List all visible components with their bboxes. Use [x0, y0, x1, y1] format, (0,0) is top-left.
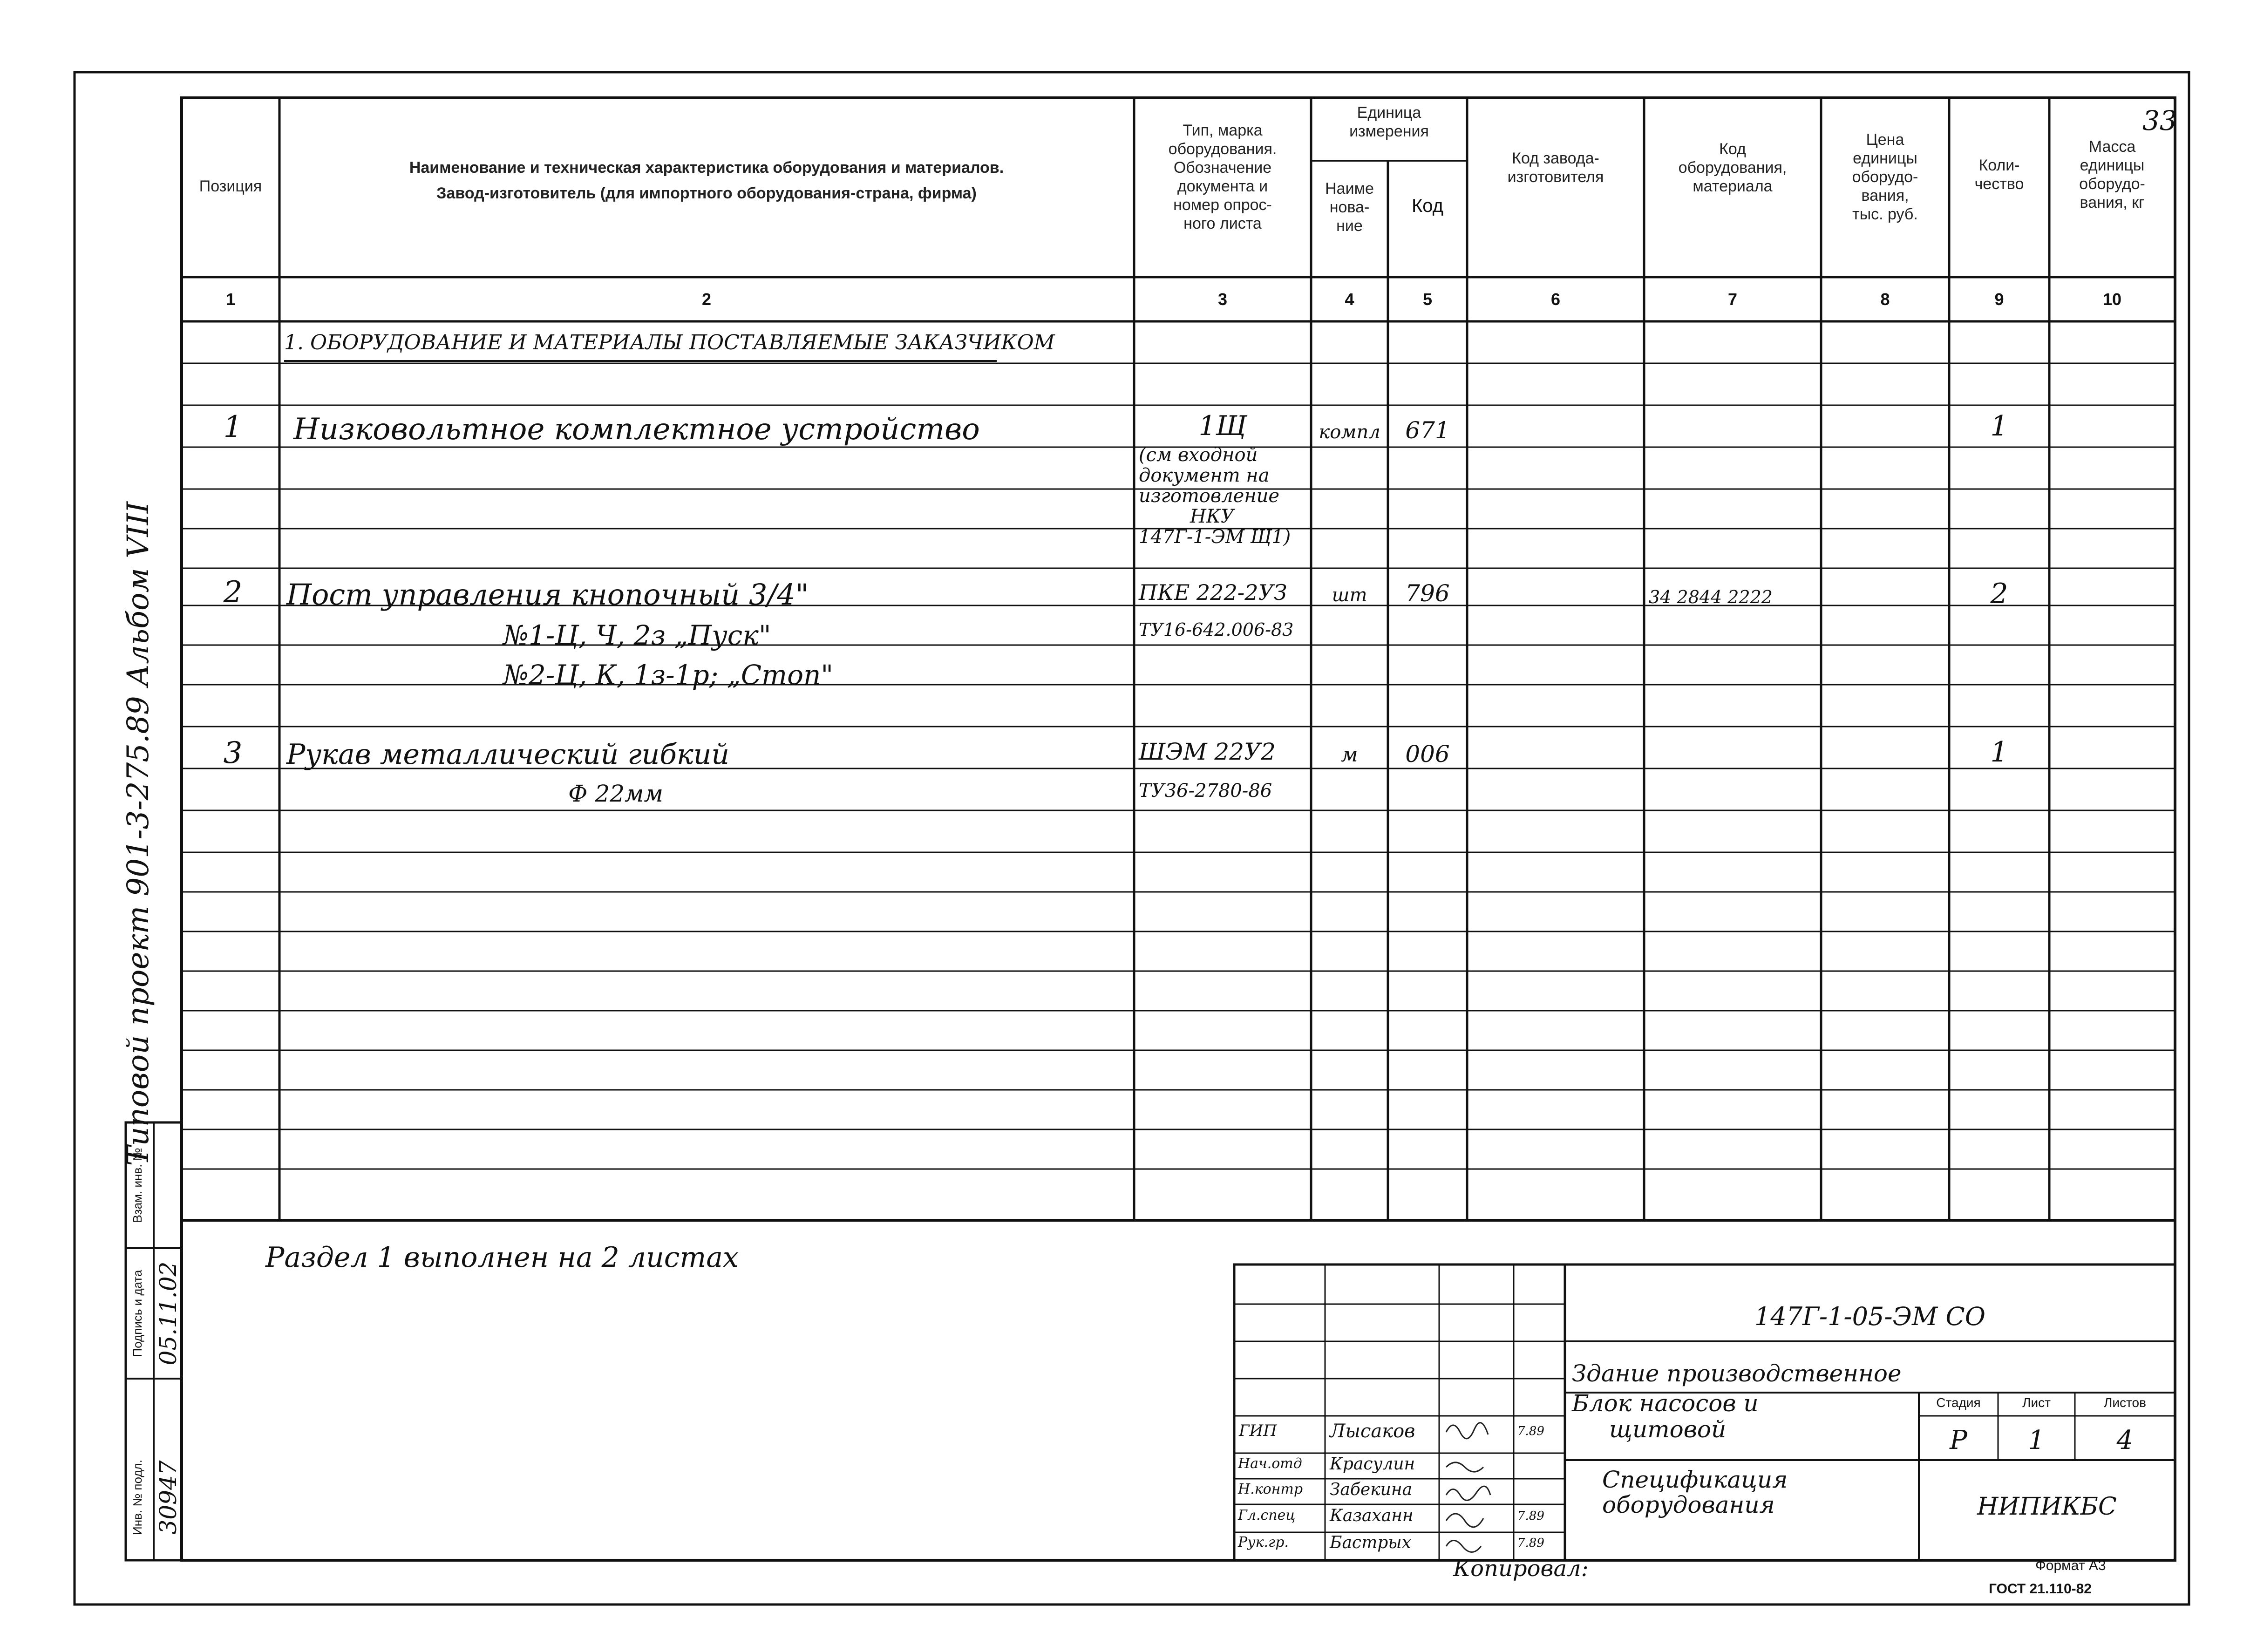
page-number: 33	[2142, 105, 2177, 136]
row2-unit: шт	[1332, 585, 1367, 606]
header-unit-mass: Масса единицы оборудо- вания, кг	[2079, 138, 2145, 211]
signer-date: 7.89	[1517, 1424, 1544, 1438]
row2-equipment-code: 34 2844 2222	[1649, 587, 1773, 607]
column-number: 4	[1345, 290, 1354, 309]
header-type: Тип, марка оборудования. Обозначение документа и номер опрос- ного листа	[1168, 122, 1277, 232]
header-name-line2: Завод-изготовитель (для импортного оборудования-страна, фирма)	[436, 184, 977, 202]
stage-label: Стадия	[1936, 1395, 1981, 1410]
signer-name: Лысаков	[1330, 1421, 1415, 1442]
row3-quantity: 1	[1990, 736, 2008, 768]
signer-name: Забекина	[1330, 1480, 1413, 1499]
column-number: 3	[1217, 290, 1228, 309]
organization: НИПИКБС	[1977, 1493, 2117, 1521]
block-name: Блок насосов и щитовой	[1572, 1390, 1759, 1443]
row2-contact1: №1-Ц, Ч, 2з „Пуск"	[503, 619, 771, 651]
row3-name: Рукав металлический гибкий	[286, 738, 730, 771]
row3-code: 006	[1405, 741, 1450, 768]
signer-role: Н.контр	[1238, 1481, 1303, 1497]
row1-code: 671	[1405, 417, 1450, 444]
sheets-label: Листов	[2104, 1395, 2146, 1410]
doc-code: 147Г-1-05-ЭМ СО	[1754, 1302, 1985, 1331]
sheets-value: 4	[2116, 1425, 2134, 1455]
column-number: 8	[1880, 290, 1890, 309]
stamp-replacement-label: Взам. инв. №	[130, 1148, 144, 1223]
signer-date: 7.89	[1517, 1509, 1544, 1523]
row3-position: 3	[223, 736, 243, 770]
column-number: 5	[1422, 290, 1433, 309]
stamp-signature-label: Подпись и дата	[130, 1270, 144, 1357]
signer-role: Гл.спец	[1238, 1507, 1296, 1523]
building-name: Здание производственное	[1572, 1360, 1902, 1387]
sheet-title: Спецификация оборудования	[1602, 1466, 1788, 1518]
row1-type: 1Щ	[1198, 410, 1247, 442]
column-number: 1	[225, 290, 236, 309]
row2-quantity: 2	[1990, 578, 2008, 610]
header-plant-code: Код завода- изготовителя	[1507, 150, 1604, 186]
header-unit-name: Наиме нова- ние	[1325, 180, 1374, 235]
header-position: Позиция	[199, 177, 262, 195]
row1-type-notes: (см входной документ на изготовление НКУ 147Г-1-ЭМ Щ1)	[1139, 444, 1291, 548]
project-designation: Типовой проект 901-3-275.89 Альбом VIII	[121, 501, 156, 1166]
sheet-label: Лист	[2022, 1395, 2051, 1410]
row2-type: ПКЕ 222-2УЗ	[1139, 580, 1287, 605]
gost-label: ГОСТ 21.110-82	[1989, 1581, 2092, 1597]
signer-role: Рук.гр.	[1238, 1534, 1289, 1550]
signer-date: 7.89	[1517, 1536, 1544, 1550]
signer-name: Бастрых	[1330, 1533, 1411, 1552]
row3-type-spec: ТУ36-2780-86	[1139, 780, 1272, 802]
row1-name: Низковольтное комплектное устройство	[293, 412, 980, 447]
format-label: Формат А3	[2035, 1558, 2106, 1573]
column-number: 6	[1550, 290, 1561, 309]
row1-quantity: 1	[1990, 410, 2008, 442]
column-number: 7	[1727, 290, 1738, 309]
signer-name: Казаханн	[1330, 1506, 1414, 1525]
copied-by-label: Копировал:	[1453, 1556, 1589, 1582]
header-unit-price: Цена единицы оборудо- вания, тыс. руб.	[1852, 131, 1918, 223]
row2-position: 2	[223, 575, 243, 610]
section-title: 1. ОБОРУДОВАНИЕ И МАТЕРИАЛЫ ПОСТАВЛЯЕМЫЕ ЗАКАЗЧИКОМ	[284, 331, 1055, 354]
row1-position: 1	[223, 410, 243, 444]
header-name-line1: Наименование и техническая характеристика оборудования и материалов.	[409, 159, 1004, 177]
row2-code: 796	[1405, 580, 1450, 607]
row2-type-spec: ТУ16-642.006-83	[1139, 619, 1294, 640]
row3-type: ШЭМ 22У2	[1139, 738, 1276, 765]
sheet-value: 1	[2028, 1425, 2045, 1455]
column-number: 9	[1994, 290, 2004, 309]
column-number: 2	[701, 290, 712, 309]
signer-name: Красулин	[1330, 1455, 1415, 1474]
stage-value: Р	[1950, 1425, 1967, 1455]
stamp-inventory-label: Инв. № подл.	[130, 1460, 144, 1535]
row1-unit: компл	[1319, 421, 1380, 443]
row2-contact2: №2-Ц, К, 1з-1р; „Стоп"	[503, 659, 834, 691]
header-equipment-code: Код оборудования, материала	[1678, 140, 1787, 195]
section-note: Раздел 1 выполнен на 2 листах	[265, 1241, 739, 1274]
header-unit-group: Единица измерения	[1349, 104, 1429, 140]
signer-role: Нач.отд	[1238, 1455, 1302, 1472]
stamp-inventory-number: 30947	[155, 1460, 182, 1535]
stamp-date: 05.11.02	[155, 1261, 182, 1366]
row2-name: Пост управления кнопочный 3/4"	[286, 578, 809, 612]
header-quantity: Коли- чество	[1974, 156, 2024, 193]
row3-diameter: Ф 22мм	[568, 780, 663, 807]
header-unit-code: Код	[1411, 196, 1443, 216]
column-number: 10	[2102, 290, 2122, 309]
signer-role: ГИП	[1239, 1421, 1277, 1440]
row3-unit: м	[1341, 743, 1358, 767]
